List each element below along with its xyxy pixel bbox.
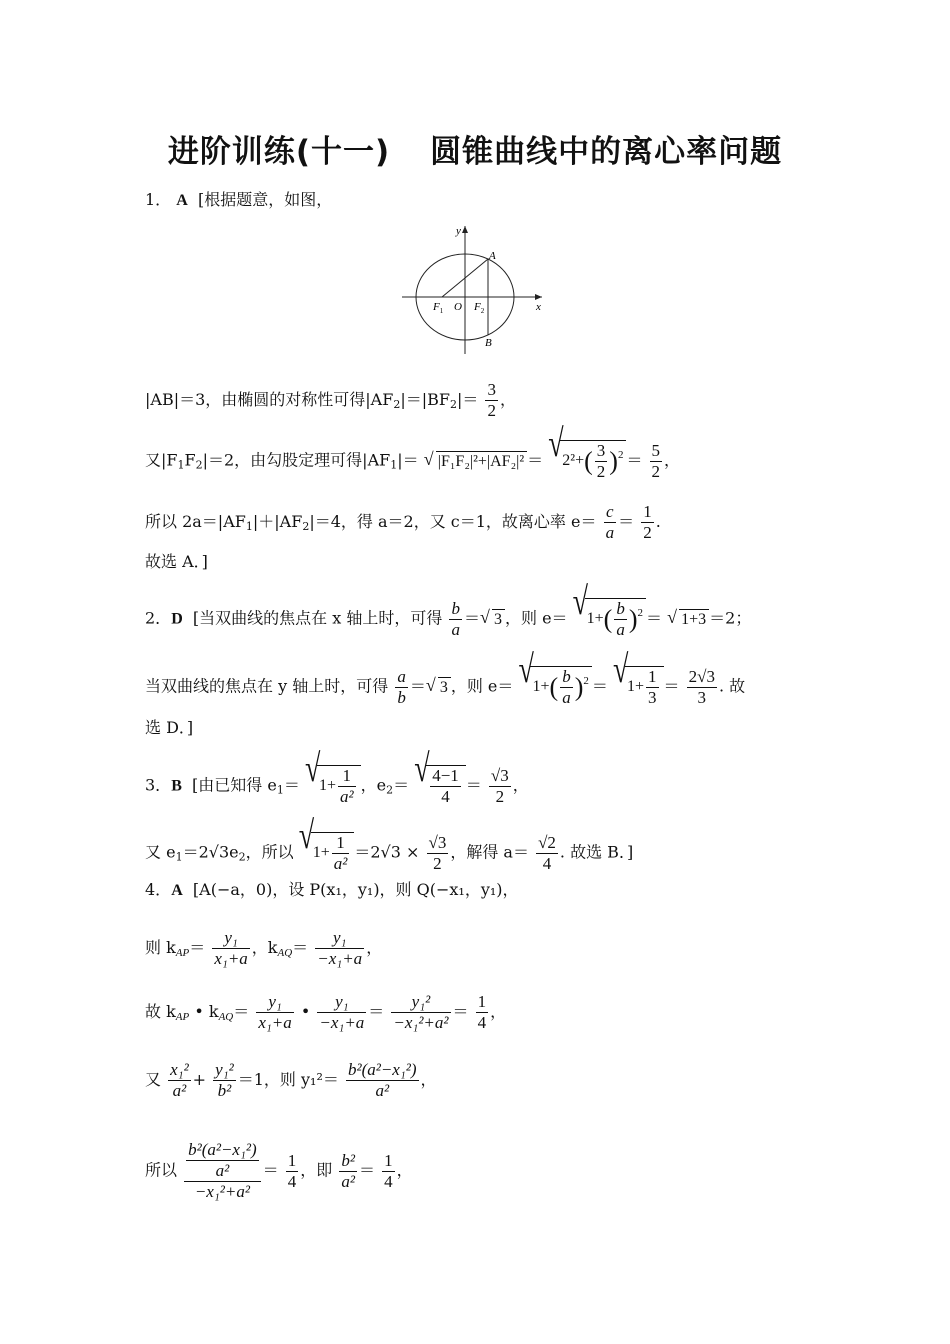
q3-line2: 又 $e_1=2√3e_2$，所以 √ 1+ $\frac{1}{\text{a²}}$ ＝2√3 × $\frac{√3}{2}$ ，解得 a＝ $\frac{√2}{4}$ . 故选 B．]: [145, 832, 633, 874]
complex-fraction: $\frac{\frac{\text{b²(a²−x₁²)}}{\text{a²}}}{\text{−x₁²+a²}}$: [184, 1140, 261, 1202]
q2-line1: 2．D [当双曲线的焦点在 x 轴上时，可得 $\frac{b}{a}$ ＝√ 3 ，则 e＝ √ 1+( $\frac{b}{a}$ )$^2$ ＝ √ 1+3 ＝2；: [145, 598, 751, 640]
title-right: 圆锥曲线中的离心率问题: [430, 134, 783, 170]
q1-line3: 所以 $2a=|AF_1|+|AF_2|=4$，得 a＝2，又 c＝1，故离心率 e＝ $\frac{c}{a}$ ＝ $\frac{1}{2}$ .: [145, 502, 661, 542]
q4-answer: A: [171, 882, 183, 899]
title-left: 进阶训练(十一): [167, 134, 391, 170]
q1-number: 1．: [145, 190, 172, 209]
q2-answer: D: [171, 610, 183, 628]
label-o: O: [454, 301, 462, 313]
q4-line2: 则 $k_{AP}=$ $\frac{\text{y₁}}{\text{x₁+a}}$ ，$k_{AQ}=$ $\frac{\text{y₁}}{\text{−x₁+a}}$ ，: [145, 928, 383, 968]
fraction: $\frac{c}{a}$: [605, 502, 615, 542]
q1-line2: 又$|F_1F_2|=2$，由勾股定理可得$|AF_1|=$ √ |F₁F₂|²+|AF₂|² ＝ √ 2²+( $\frac{3}{2}$ )$^2$ ＝ $\frac{5}{2}$ ，: [145, 440, 680, 482]
q4-line3: 故 $k_{AP}$ • $k_{AQ}=$ $\frac{\text{y₁}}{\text{x₁+a}}$ • $\frac{\text{y₁}}{\text{−x₁+a}}$ ＝ $\frac{\text{y₁²}}{\text{−x₁²+a²}}$ ＝ $\frac{1}{4}$ ，: [145, 992, 507, 1032]
q1-line4: 故选 A．]: [145, 552, 208, 571]
label-a: A: [489, 250, 496, 262]
label-f2: $F_2$: [474, 301, 485, 315]
label-y: y: [456, 225, 461, 237]
q1-answer: A: [176, 192, 188, 209]
label-f1: $F_1$: [433, 301, 444, 315]
q1-header: [145, 190, 332, 211]
fraction: $\frac{3}{2}$: [487, 380, 496, 420]
q4-line5: 所以 $\frac{\frac{\text{b²(a²−x₁²)}}{\text{a²}}}{\text{−x₁²+a²}}$ ＝ $\frac{1}{4}$ ，即 $\frac{\text{b²}}{\text{a²}}$ ＝ $\frac{1}{4}$ ，: [145, 1140, 413, 1201]
radical: √ 2²+( $\frac{3}{2}$ )$^2$: [560, 440, 626, 482]
q2-line3: 选 D．]: [145, 718, 194, 737]
fraction: $\frac{5}{2}$: [651, 440, 661, 481]
q3-line1: 3．B [由已知得 $e_1=$ √ 1+ $\frac{1}{\text{a²}}$ ，$e_2=$ √ $\frac{4-1}{4}$ ＝ $\frac{√3}{2}$ ，: [145, 765, 529, 807]
label-b: B: [485, 337, 492, 349]
radical: √ |F₁F₂|²+|AF₂|²: [436, 451, 527, 472]
q4-line1: 4．A [A(−a，0)，设 P(x₁，y₁)，则 Q(−x₁，y₁)，: [145, 880, 519, 899]
q1-line1: |AB|＝3，由椭圆的对称性可得$|AF_2|=|BF_2|=$ $\frac{3}{2}$ ，: [145, 380, 516, 420]
label-x: x: [536, 301, 541, 313]
q3-answer: B: [171, 777, 182, 795]
q1-intro: [根据题意，如图，: [198, 190, 333, 209]
ellipse-figure: [400, 222, 550, 357]
q4-line4: 又 $\frac{\text{x₁²}}{\text{a²}}$ + $\frac{\text{y₁²}}{\text{b²}}$ ＝1，则 y₁²＝ $\frac{\text{b²(a²−x₁²)}}{\text{a²}}$ ，: [145, 1060, 437, 1100]
q2-line2: 当双曲线的焦点在 y 轴上时，可得 $\frac{a}{b}$ ＝√ 3 ，则 e＝ √ 1+( $\frac{b}{a}$ )$^2$ ＝ √ 1+ $\frac{1}{3}$ ＝ $\frac{2√3}{3}$ . 故: [145, 666, 745, 708]
page-title: [0, 126, 950, 171]
fraction: $\frac{1}{2}$: [643, 502, 652, 542]
